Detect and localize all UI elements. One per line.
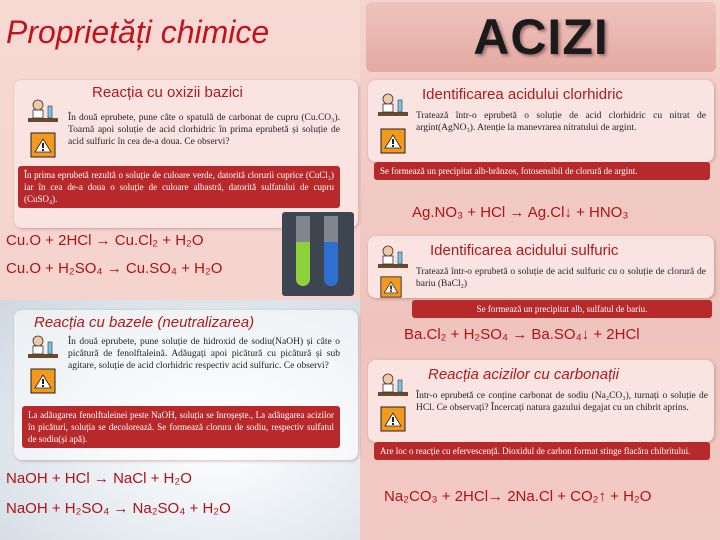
scientist-icon xyxy=(26,334,60,365)
sulfuric-instructions: Tratează într-o eprubetă o soluție de acid sulfuric cu o soluție de clorură de bariu (BaCl₂) xyxy=(416,267,706,289)
clorhidric-observation: Se formează un precipitat alb-brânzos, fotosensibil de clorură de argint. xyxy=(374,162,710,180)
carbonati-observation: Are loc o reacție cu efervescență. Dioxidul de carbon format stinge flacăra chibritului. xyxy=(374,442,710,460)
scientist-icon xyxy=(376,92,410,123)
oxizi-observation: În prima eprubetă rezultă o soluție de culoare verde, datorită clorurii cuprice (CuCl₂) iar în cea de-a doua o soluție de culoare albastră, datorită sulfatului de cupru (CuSO₄). xyxy=(18,166,340,208)
hazard-warning-icon xyxy=(380,128,406,159)
sulfuric-observation: Se formează un precipitat alb, sulfatul de bariu. xyxy=(412,300,712,318)
title-banner xyxy=(366,2,716,72)
carbonati-equation: Na₂CO₃ + 2HCl→ 2Na.Cl + CO₂↑ + H₂O xyxy=(384,488,652,505)
baze-heading: Reacția cu bazele (neutralizarea) xyxy=(34,314,255,331)
oxizi-equation-1: Cu.O + 2HCl → Cu.Cl₂ + H₂O xyxy=(6,232,204,249)
sulfuric-equation: Ba.Cl₂ + H₂SO₄ → Ba.SO₄↓ + 2HCl xyxy=(404,326,640,343)
baze-equation-1: NaOH + HCl → NaCl + H₂O xyxy=(6,470,192,487)
main-title: ACIZI xyxy=(473,9,609,65)
test-tube-blue xyxy=(324,216,338,286)
baze-observation: La adăugarea fenolftaleinei peste NaOH, soluția se înroșește., La adăugarea acizilor în picături, soluția se decolorează. Se formează clorura de sodiu, respectiv sulfatul de sodiu(și apă). xyxy=(22,406,340,448)
oxizi-heading: Reacția cu oxizii bazici xyxy=(92,84,243,101)
clorhidric-equation: Ag.NO₃ + HCl → Ag.Cl↓ + HNO₃ xyxy=(412,204,629,221)
oxizi-instructions: În două eprubete, pune câte o spatulă de carbonat de cupru (Cu.CO₃). Toarnă apoi soluție de acid clorhidric în prima eprubetă și soluție de acid sulfuric în cea de-a doua. Ce observi? xyxy=(68,113,340,147)
scientist-icon xyxy=(26,98,60,129)
scientist-icon xyxy=(376,244,410,275)
scientist-icon xyxy=(376,372,410,403)
hazard-warning-icon xyxy=(30,368,56,399)
hazard-warning-icon xyxy=(30,132,56,163)
clorhidric-heading: Identificarea acidului clorhidric xyxy=(422,86,623,103)
carbonati-heading: Reacția acizilor cu carbonații xyxy=(428,366,619,383)
page-title: Proprietăți chimice xyxy=(6,14,270,50)
hazard-warning-icon xyxy=(380,406,406,437)
oxizi-equation-2: Cu.O + H₂SO₄ → Cu.SO₄ + H₂O xyxy=(6,260,223,277)
baze-equation-2: NaOH + H₂SO₄ → Na₂SO₄ + H₂O xyxy=(6,500,231,517)
test-tube-green xyxy=(296,216,310,286)
baze-instructions: În două eprubete, pune soluție de hidroxid de sodiu(NaOH) și câte o picătură de fenolftaleină. Adăugați apoi picătură cu picătură și sub agitare, soluție de acid clorhidric respectiv acid sulfuric. Ce observi? xyxy=(68,337,340,371)
sulfuric-heading: Identificarea acidului sulfuric xyxy=(430,242,619,259)
carbonati-instructions: Într-o eprubetă ce conține carbonat de sodiu (Na₂CO₃), turnați o soluție de HCl. Ce observați? Încercați natura gazului degajat cu un chibrit aprins. xyxy=(416,391,708,413)
clorhidric-instructions: Tratează într-o eprubetă o soluție de acid clorhidric cu nitrat de argint(AgNO₃). Atenție la manevrarea nitratului de argint. xyxy=(416,111,706,133)
hazard-warning-icon xyxy=(380,276,402,303)
test-tubes-image xyxy=(282,212,354,296)
